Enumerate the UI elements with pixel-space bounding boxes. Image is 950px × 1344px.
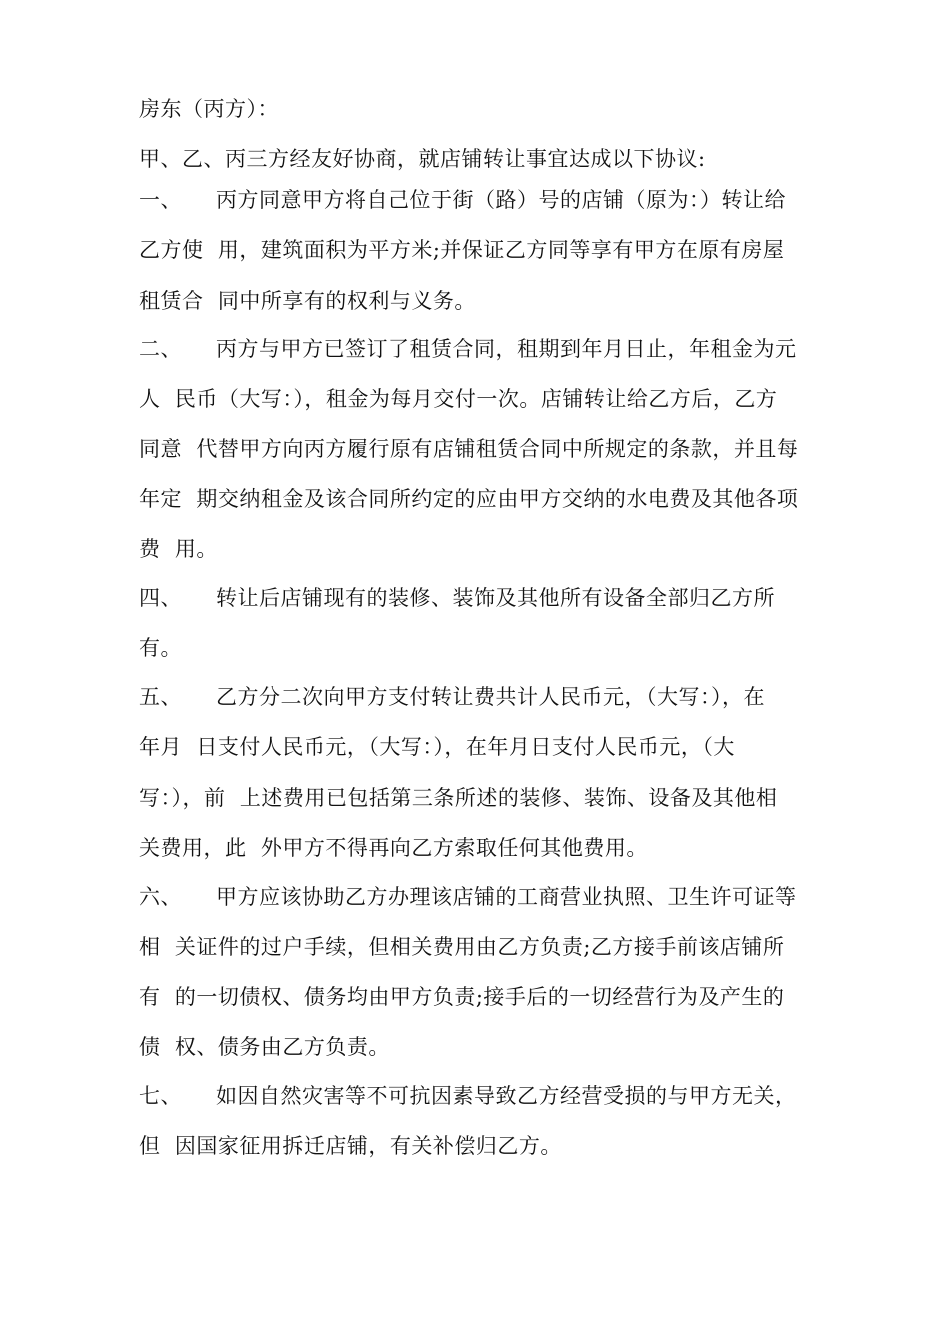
clause-6-line-2: 相 关证件的过户手续，但相关费用由乙方负责;乙方接手前该店铺所	[139, 935, 785, 959]
clause-2-line-2: 人 民币（大写：），租金为每月交付一次。店铺转让给乙方后，乙方	[139, 387, 778, 411]
clause-1-line-2: 乙方使 用，建筑面积为平方米;并保证乙方同等享有甲方在原有房屋	[139, 238, 785, 262]
clause-2-line-1: 二、 丙方与甲方已签订了租赁合同，租期到年月日止，年租金为元	[139, 337, 797, 361]
clause-5-line-2: 年月 日支付人民币元，（大写：），在年月日支付人民币元，（大	[139, 735, 735, 759]
clause-number: 一、	[139, 188, 182, 212]
clause-2-line-3: 同意 代替甲方向丙方履行原有店铺租赁合同中所规定的条款，并且每	[139, 437, 799, 461]
clause-2-line-4: 年定 期交纳租金及该合同所约定的应由甲方交纳的水电费及其他各项	[139, 487, 799, 511]
clause-2-line-5: 费 用。	[139, 537, 218, 561]
clause-4-line-1: 四、 转让后店铺现有的装修、装饰及其他所有设备全部归乙方所	[139, 586, 775, 610]
clause-number: 六、	[139, 885, 182, 909]
clause-number: 五、	[139, 685, 182, 709]
clause-number: 二、	[139, 337, 182, 361]
intro-paragraph: 甲、乙、丙三方经友好协商，就店铺转让事宜达成以下协议:	[139, 147, 706, 171]
clause-1-line-1: 一、 丙方同意甲方将自己位于街（路）号的店铺（原为：）转让给	[139, 188, 786, 212]
clause-4-line-2: 有。	[139, 636, 182, 660]
clause-6-line-1: 六、 甲方应该协助乙方办理该店铺的工商营业执照、卫生许可证等	[139, 885, 797, 909]
clause-5-line-3: 写：），前 上述费用已包括第三条所述的装修、装饰、设备及其他相	[139, 786, 778, 810]
clause-6-line-4: 债 权、债务由乙方负责。	[139, 1035, 390, 1059]
clause-number: 七、	[139, 1084, 182, 1108]
clause-number: 四、	[139, 586, 182, 610]
clause-7-line-2: 但 因国家征用拆迁店铺，有关补偿归乙方。	[139, 1134, 562, 1158]
clause-1-line-3: 租赁合 同中所享有的权利与义务。	[139, 289, 476, 313]
clause-7-line-1: 七、 如因自然灾害等不可抗因素导致乙方经营受损的与甲方无关，	[139, 1084, 797, 1108]
landlord-heading: 房东（丙方）：	[139, 97, 279, 121]
clause-6-line-3: 有 的一切债权、债务均由甲方负责;接手后的一切经营行为及产生的	[139, 985, 785, 1009]
clause-5-line-1: 五、 乙方分二次向甲方支付转让费共计人民币元，（大写：），在	[139, 685, 765, 709]
clause-5-line-4: 关费用，此 外甲方不得再向乙方索取任何其他费用。	[139, 836, 648, 860]
